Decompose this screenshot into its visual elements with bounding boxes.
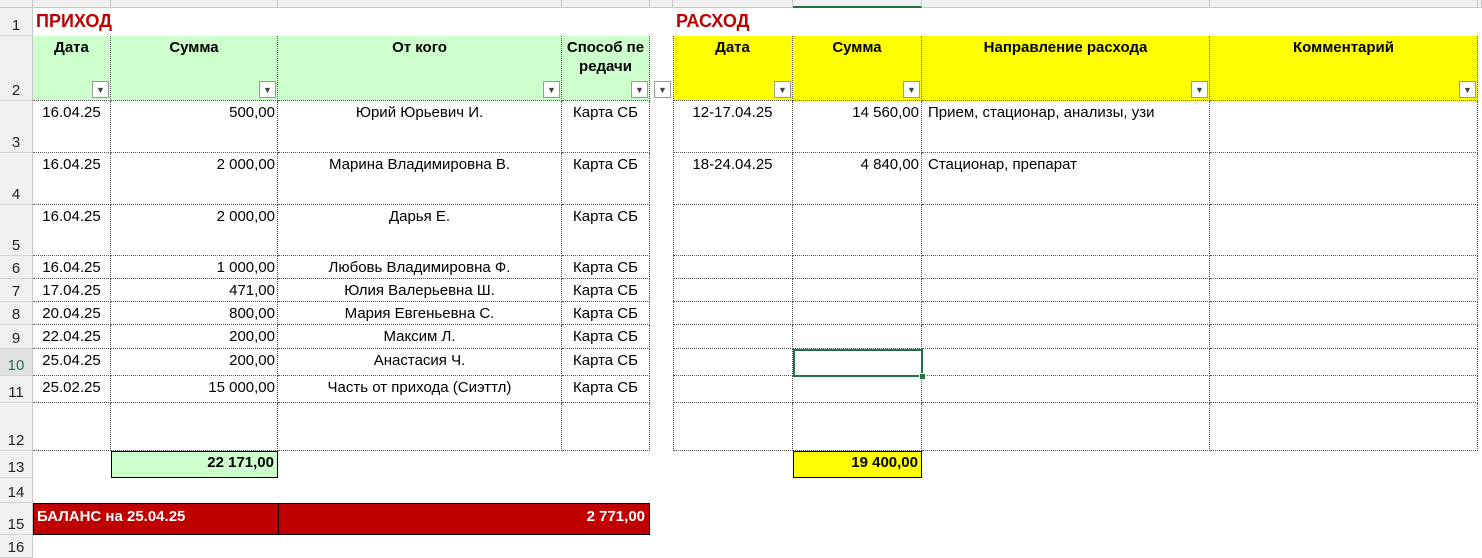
row-header-2[interactable]: 2 (0, 36, 33, 101)
expense-sum-cell[interactable] (793, 325, 922, 349)
filter-dropdown-icon[interactable]: ▼ (631, 81, 648, 98)
filter-dropdown-icon[interactable]: ▼ (654, 81, 671, 98)
row-header-10[interactable]: 10 (0, 349, 33, 376)
filter-dropdown-icon[interactable]: ▼ (774, 81, 791, 98)
income-method-cell[interactable]: Карта СБ (562, 279, 650, 302)
column-header-h[interactable] (793, 0, 922, 8)
income-from-cell[interactable]: Марина Владимировна В. (278, 153, 562, 205)
column-header-e[interactable] (562, 0, 650, 8)
income-sum-cell[interactable]: 2 000,00 (111, 205, 278, 256)
fill-handle[interactable] (919, 373, 926, 380)
balance-value[interactable]: 2 771,00 (278, 503, 650, 535)
column-header-d[interactable] (278, 0, 562, 8)
row-header-11[interactable]: 11 (0, 376, 33, 403)
income-date-cell[interactable]: 16.04.25 (33, 256, 111, 279)
income-sum-cell[interactable]: 500,00 (111, 101, 278, 153)
expense-date-cell[interactable] (673, 376, 793, 403)
expense-date-cell[interactable] (673, 349, 793, 376)
row-header-8[interactable]: 8 (0, 302, 33, 325)
income-title: ПРИХОД (36, 11, 113, 31)
expense-comment-cell[interactable] (1210, 403, 1478, 451)
select-all-corner[interactable] (0, 0, 33, 8)
income-method-cell[interactable]: Карта СБ (562, 325, 650, 349)
expense-direction-cell[interactable]: Прием, стационар, анализы, узи (922, 101, 1210, 153)
income-method-cell[interactable] (562, 403, 650, 451)
row-header-9[interactable]: 9 (0, 325, 33, 349)
row-header-1[interactable]: 1 (0, 8, 33, 36)
income-date-cell[interactable]: 16.04.25 (33, 101, 111, 153)
filter-dropdown-icon[interactable]: ▼ (1459, 81, 1476, 98)
row-header-14[interactable]: 14 (0, 478, 33, 503)
expense-date-cell[interactable] (673, 256, 793, 279)
income-sum-cell[interactable]: 2 000,00 (111, 153, 278, 205)
expense-direction-cell[interactable] (922, 376, 1210, 403)
column-header-j[interactable] (1210, 0, 1478, 8)
column-header-c[interactable] (111, 0, 278, 8)
income-from-cell[interactable] (278, 403, 562, 451)
income-method-cell[interactable]: Карта СБ (562, 101, 650, 153)
income-from-cell[interactable]: Максим Л. (278, 325, 562, 349)
expense-header-comment: Комментарий (1210, 36, 1478, 101)
income-sum-cell[interactable]: 200,00 (111, 349, 278, 376)
row-header-12[interactable]: 12 (0, 403, 33, 451)
column-header-b[interactable] (33, 0, 111, 8)
income-sum-cell[interactable]: 800,00 (111, 302, 278, 325)
selected-cell-outline[interactable] (793, 349, 923, 377)
income-sum-cell[interactable]: 1 000,00 (111, 256, 278, 279)
income-from-cell[interactable]: Юлия Валерьевна Ш. (278, 279, 562, 302)
income-method-cell[interactable]: Карта СБ (562, 256, 650, 279)
income-header-date: Дата (33, 36, 111, 101)
income-date-cell[interactable]: 22.04.25 (33, 325, 111, 349)
row-header-16[interactable]: 16 (0, 535, 33, 558)
column-header-k[interactable] (1478, 0, 1482, 8)
expense-date-cell[interactable] (673, 325, 793, 349)
income-from-cell[interactable]: Мария Евгеньевна С. (278, 302, 562, 325)
expense-comment-cell[interactable] (1210, 101, 1478, 153)
expense-date-cell[interactable] (673, 302, 793, 325)
expense-direction-cell[interactable] (922, 325, 1210, 349)
row-header-7[interactable]: 7 (0, 279, 33, 302)
filter-dropdown-icon[interactable]: ▼ (1191, 81, 1208, 98)
income-from-cell[interactable]: Дарья Е. (278, 205, 562, 256)
expense-comment-cell[interactable] (1210, 325, 1478, 349)
expense-comment-cell[interactable] (1210, 205, 1478, 256)
income-from-cell[interactable]: Юрий Юрьевич И. (278, 101, 562, 153)
expense-comment-cell[interactable] (1210, 153, 1478, 205)
expense-direction-cell[interactable]: Стационар, препарат (922, 153, 1210, 205)
filter-dropdown-icon[interactable]: ▼ (903, 81, 920, 98)
expense-sum-cell[interactable] (793, 279, 922, 302)
income-sum-cell[interactable] (111, 403, 278, 451)
expense-date-cell[interactable]: 12-17.04.25 (673, 101, 793, 153)
income-date-cell[interactable]: 16.04.25 (33, 205, 111, 256)
income-header-sum: Сумма (111, 36, 278, 101)
column-header-f[interactable] (650, 0, 673, 8)
income-date-cell[interactable]: 20.04.25 (33, 302, 111, 325)
expense-comment-cell[interactable] (1210, 302, 1478, 325)
income-date-cell[interactable]: 25.04.25 (33, 349, 111, 376)
row-header-4[interactable]: 4 (0, 153, 33, 205)
expense-direction-cell[interactable] (922, 349, 1210, 376)
filter-dropdown-icon[interactable]: ▼ (92, 81, 109, 98)
row-header-15[interactable]: 15 (0, 503, 33, 535)
income-sum-cell[interactable]: 200,00 (111, 325, 278, 349)
expense-comment-cell[interactable] (1210, 256, 1478, 279)
income-total[interactable]: 22 171,00 (111, 451, 278, 478)
expense-date-cell[interactable] (673, 403, 793, 451)
column-header-g[interactable] (673, 0, 793, 8)
row-header-5[interactable]: 5 (0, 205, 33, 256)
expense-direction-cell[interactable] (922, 403, 1210, 451)
income-date-cell[interactable] (33, 403, 111, 451)
expense-sum-cell[interactable]: 4 840,00 (793, 153, 922, 205)
expense-direction-cell[interactable] (922, 256, 1210, 279)
filter-dropdown-icon[interactable]: ▼ (259, 81, 276, 98)
expense-sum-cell[interactable] (793, 205, 922, 256)
expense-title: РАСХОД (676, 11, 750, 31)
filter-dropdown-icon[interactable]: ▼ (543, 81, 560, 98)
expense-direction-cell[interactable] (922, 279, 1210, 302)
expense-date-cell[interactable] (673, 205, 793, 256)
expense-sum-cell[interactable]: 14 560,00 (793, 101, 922, 153)
income-from-cell[interactable]: Анастасия Ч. (278, 349, 562, 376)
income-header-from: От кого (278, 36, 562, 101)
expense-header-sum: Сумма (793, 36, 922, 101)
income-method-cell[interactable]: Карта СБ (562, 153, 650, 205)
income-date-cell[interactable]: 17.04.25 (33, 279, 111, 302)
income-from-cell[interactable]: Часть от прихода (Сиэттл) (278, 376, 562, 403)
expense-total[interactable]: 19 400,00 (793, 451, 922, 478)
income-method-cell[interactable]: Карта СБ (562, 349, 650, 376)
expense-sum-cell[interactable] (793, 302, 922, 325)
expense-comment-cell[interactable] (1210, 349, 1478, 376)
expense-direction-cell[interactable] (922, 302, 1210, 325)
income-date-cell[interactable]: 16.04.25 (33, 153, 111, 205)
expense-date-cell[interactable]: 18-24.04.25 (673, 153, 793, 205)
expense-sum-cell[interactable] (793, 403, 922, 451)
expense-sum-cell[interactable] (793, 376, 922, 403)
income-date-cell[interactable]: 25.02.25 (33, 376, 111, 403)
income-sum-cell[interactable]: 15 000,00 (111, 376, 278, 403)
income-method-cell[interactable]: Карта СБ (562, 302, 650, 325)
income-method-cell[interactable]: Карта СБ (562, 205, 650, 256)
expense-header-date: Дата (673, 36, 793, 101)
row-header-3[interactable]: 3 (0, 101, 33, 153)
expense-date-cell[interactable] (673, 279, 793, 302)
row-header-13[interactable]: 13 (0, 451, 33, 478)
income-method-cell[interactable]: Карта СБ (562, 376, 650, 403)
income-from-cell[interactable]: Любовь Владимировна Ф. (278, 256, 562, 279)
expense-comment-cell[interactable] (1210, 376, 1478, 403)
income-sum-cell[interactable]: 471,00 (111, 279, 278, 302)
expense-sum-cell[interactable] (793, 256, 922, 279)
column-header-i[interactable] (922, 0, 1210, 8)
expense-header-direction: Направление расхода (922, 36, 1210, 101)
expense-block-border (673, 36, 674, 451)
expense-direction-cell[interactable] (922, 205, 1210, 256)
income-header-method: Способ передачи (562, 36, 650, 101)
expense-comment-cell[interactable] (1210, 279, 1478, 302)
row-header-6[interactable]: 6 (0, 256, 33, 279)
balance-label[interactable]: БАЛАНС на 25.04.25 (33, 503, 278, 535)
